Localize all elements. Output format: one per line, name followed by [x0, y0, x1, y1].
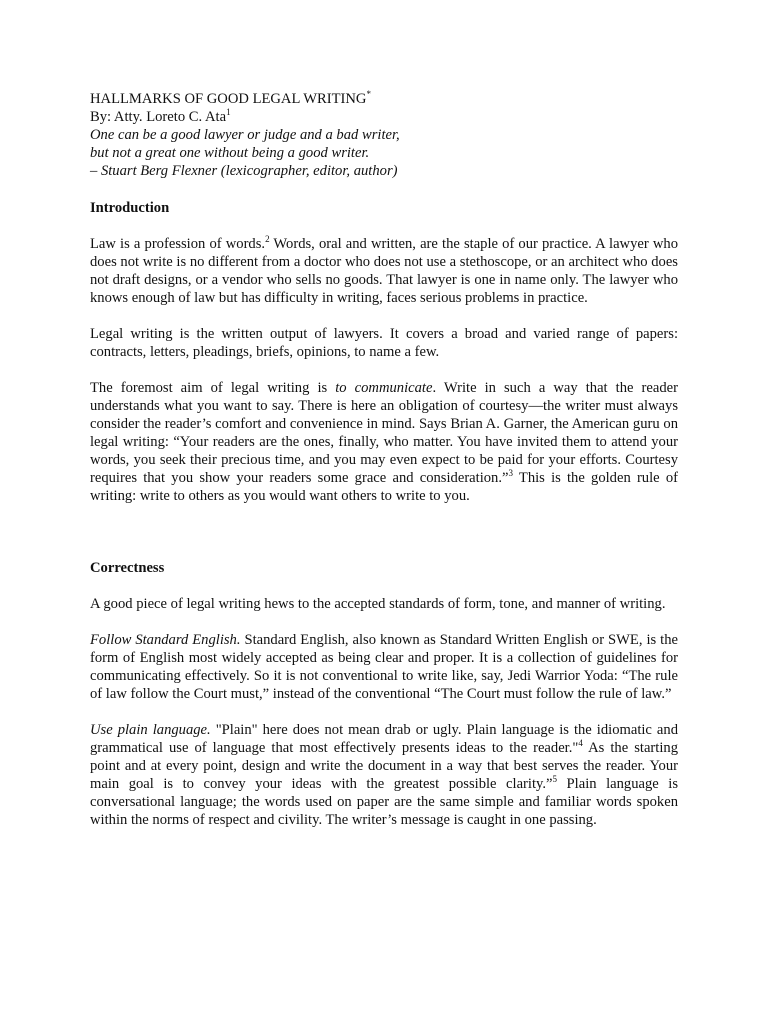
correctness-p3-text-b: "Plain" here does not mean drab or ugly. Plain language is the idiomatic and grammatical use of language that most effectively presents ideas to the reader.": [90, 722, 678, 756]
correctness-p3-text-c: As the starting point and at every point, design and write the document in a way that best serves the reader. Your main goal is to convey your ideas with the greatest possible clarity.”: [90, 740, 678, 792]
intro-p3-text-a: The foremost aim of legal writing is: [90, 380, 336, 396]
correctness-paragraph-3: [90, 721, 678, 829]
correctness-p3-text-d: Plain language is conversational language; the words used on paper are the same simple and familiar words spoken within the norms of respect and civility. The writer’s message is caught in one passing.: [90, 776, 679, 828]
document-page: [90, 90, 678, 829]
epigraph-attribution: – Stuart Berg Flexner (lexicographer, editor, author): [90, 163, 398, 179]
byline-text: By: Atty. Loreto C. Ata: [90, 109, 227, 125]
title-text: HALLMARKS OF GOOD LEGAL WRITING: [90, 91, 367, 107]
title-footnote-marker: *: [366, 89, 371, 100]
footnote-marker-2: 2: [265, 234, 270, 245]
introduction-heading: Introduction: [90, 200, 170, 216]
correctness-paragraph-1: A good piece of legal writing hews to the accepted standards of form, tone, and manner of writing.: [90, 596, 666, 612]
intro-p1-text-a: Law is a profession of words.: [90, 236, 266, 252]
correctness-p2-emphasis: Follow Standard English.: [90, 632, 241, 648]
correctness-p2-text: Standard English, also known as Standard Written English or SWE, is the form of English most widely accepted as being clear and proper. It is a collection of guidelines for communicating effectively. So it is not conventional to write like, say, Jedi Warrior Yoda: “The rule of law follow the Court must,” instead of the conventional “The Court must follow the rule of law.”: [90, 632, 678, 702]
introduction-paragraph-1: [90, 235, 678, 307]
epigraph-line-1: One can be a good lawyer or judge and a bad writer,: [90, 127, 400, 143]
footnote-marker-3: 3: [508, 468, 513, 479]
byline: [90, 108, 678, 126]
intro-p3-text-b: . Write in such a way that the reader understands what you want to say. There is here an obligation of courtesy—the writer must always consider the reader’s comfort and convenience in mind. Says Brian A. Garner, the American guru on legal writing: “Your readers are the ones, finally, who matter. You have invited them to attend your words, you seek their precious time, and you may even expect to be paid for your efforts. Courtesy requires that you show your readers some grace and consideration.”: [90, 380, 678, 486]
epigraph-line-2: but not a great one without being a good writer.: [90, 145, 370, 161]
introduction-paragraph-2: Legal writing is the written output of lawyers. It covers a broad and varied range of papers: contracts, letters, pleadings, briefs, opinions, to name a few.: [90, 326, 678, 360]
correctness-paragraph-2: [90, 631, 678, 703]
footnote-marker-5: 5: [552, 774, 558, 785]
intro-p3-text-c: This is the golden rule of writing: write to others as you would want others to write to you.: [90, 470, 678, 504]
correctness-p3-emphasis: Use plain language.: [90, 722, 211, 738]
document-title: [90, 90, 678, 108]
introduction-paragraph-3: [90, 379, 678, 505]
byline-footnote-marker: 1: [226, 107, 231, 118]
footnote-marker-4: 4: [578, 738, 583, 749]
correctness-heading: Correctness: [90, 560, 165, 576]
intro-p1-text-b: Words, oral and written, are the staple of our practice. A lawyer who does not write is no different from a doctor who does not use a stethoscope, or an architect who does not draft designs, or a vendor who sells no goods. That lawyer is one in name only. The lawyer who knows enough of law but has difficulty in writing, faces serious problems in practice.: [90, 236, 678, 306]
intro-p3-emphasis: to communicate: [335, 380, 433, 396]
